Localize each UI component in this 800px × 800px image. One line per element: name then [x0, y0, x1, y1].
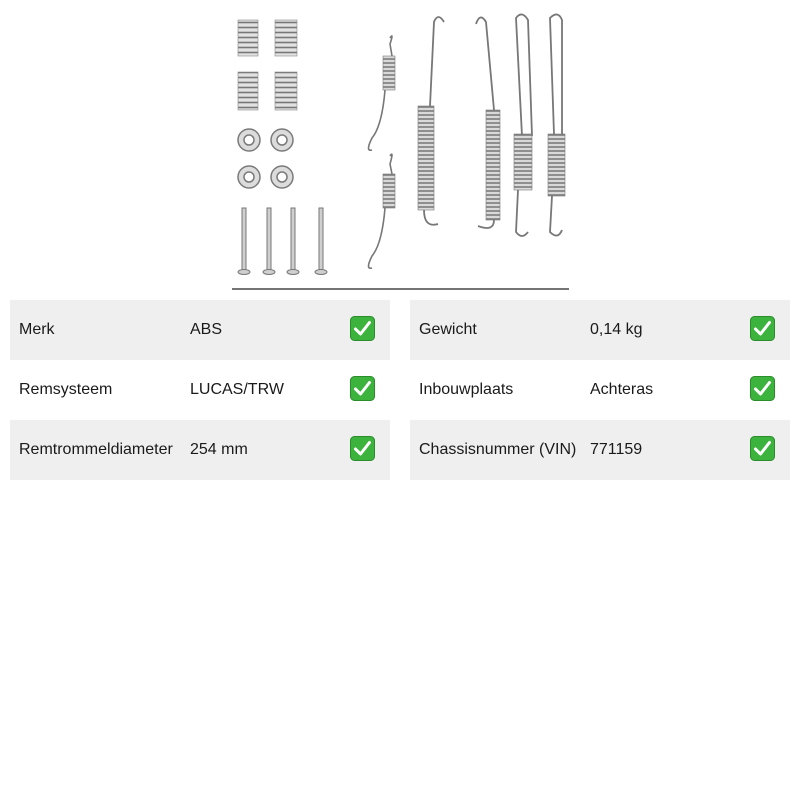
spec-value: 0,14 kg [590, 321, 643, 338]
spec-label: Inbouwplaats [419, 381, 514, 398]
spec-label: Remsysteem [19, 381, 113, 398]
check-mark-icon [350, 436, 375, 461]
spec-row-brand [10, 300, 390, 360]
check-mark-icon [750, 436, 775, 461]
spec-value: LUCAS/TRW [190, 381, 284, 398]
spec-value: 771159 [590, 441, 643, 458]
spec-value: ABS [190, 321, 223, 338]
spec-label: Merk [19, 321, 55, 338]
compression-spring-icon [238, 20, 297, 110]
spec-value: 254 mm [190, 441, 248, 458]
spec-row-weight [410, 300, 790, 360]
spec-row-brake-system [10, 360, 390, 420]
spec-row-vin [410, 420, 790, 480]
spec-table-left [10, 300, 390, 480]
retainer-cup-icon [238, 129, 293, 188]
spec-label: Gewicht [419, 321, 477, 338]
return-spring-large-icon [418, 14, 565, 236]
return-spring-small-icon [369, 36, 396, 268]
check-mark-icon [750, 316, 775, 341]
check-mark-icon [350, 376, 375, 401]
check-mark-icon [350, 316, 375, 341]
spec-table-right [410, 300, 790, 480]
spec-value: Achteras [590, 381, 654, 398]
hold-down-pin-icon [238, 208, 327, 275]
product-image [232, 6, 569, 290]
spec-label: Chassisnummer (VIN) [419, 441, 577, 458]
spec-row-mounting-position [410, 360, 790, 420]
spec-label: Remtrommeldiameter [19, 441, 173, 458]
check-mark-icon [750, 376, 775, 401]
spec-row-drum-diameter [10, 420, 390, 480]
